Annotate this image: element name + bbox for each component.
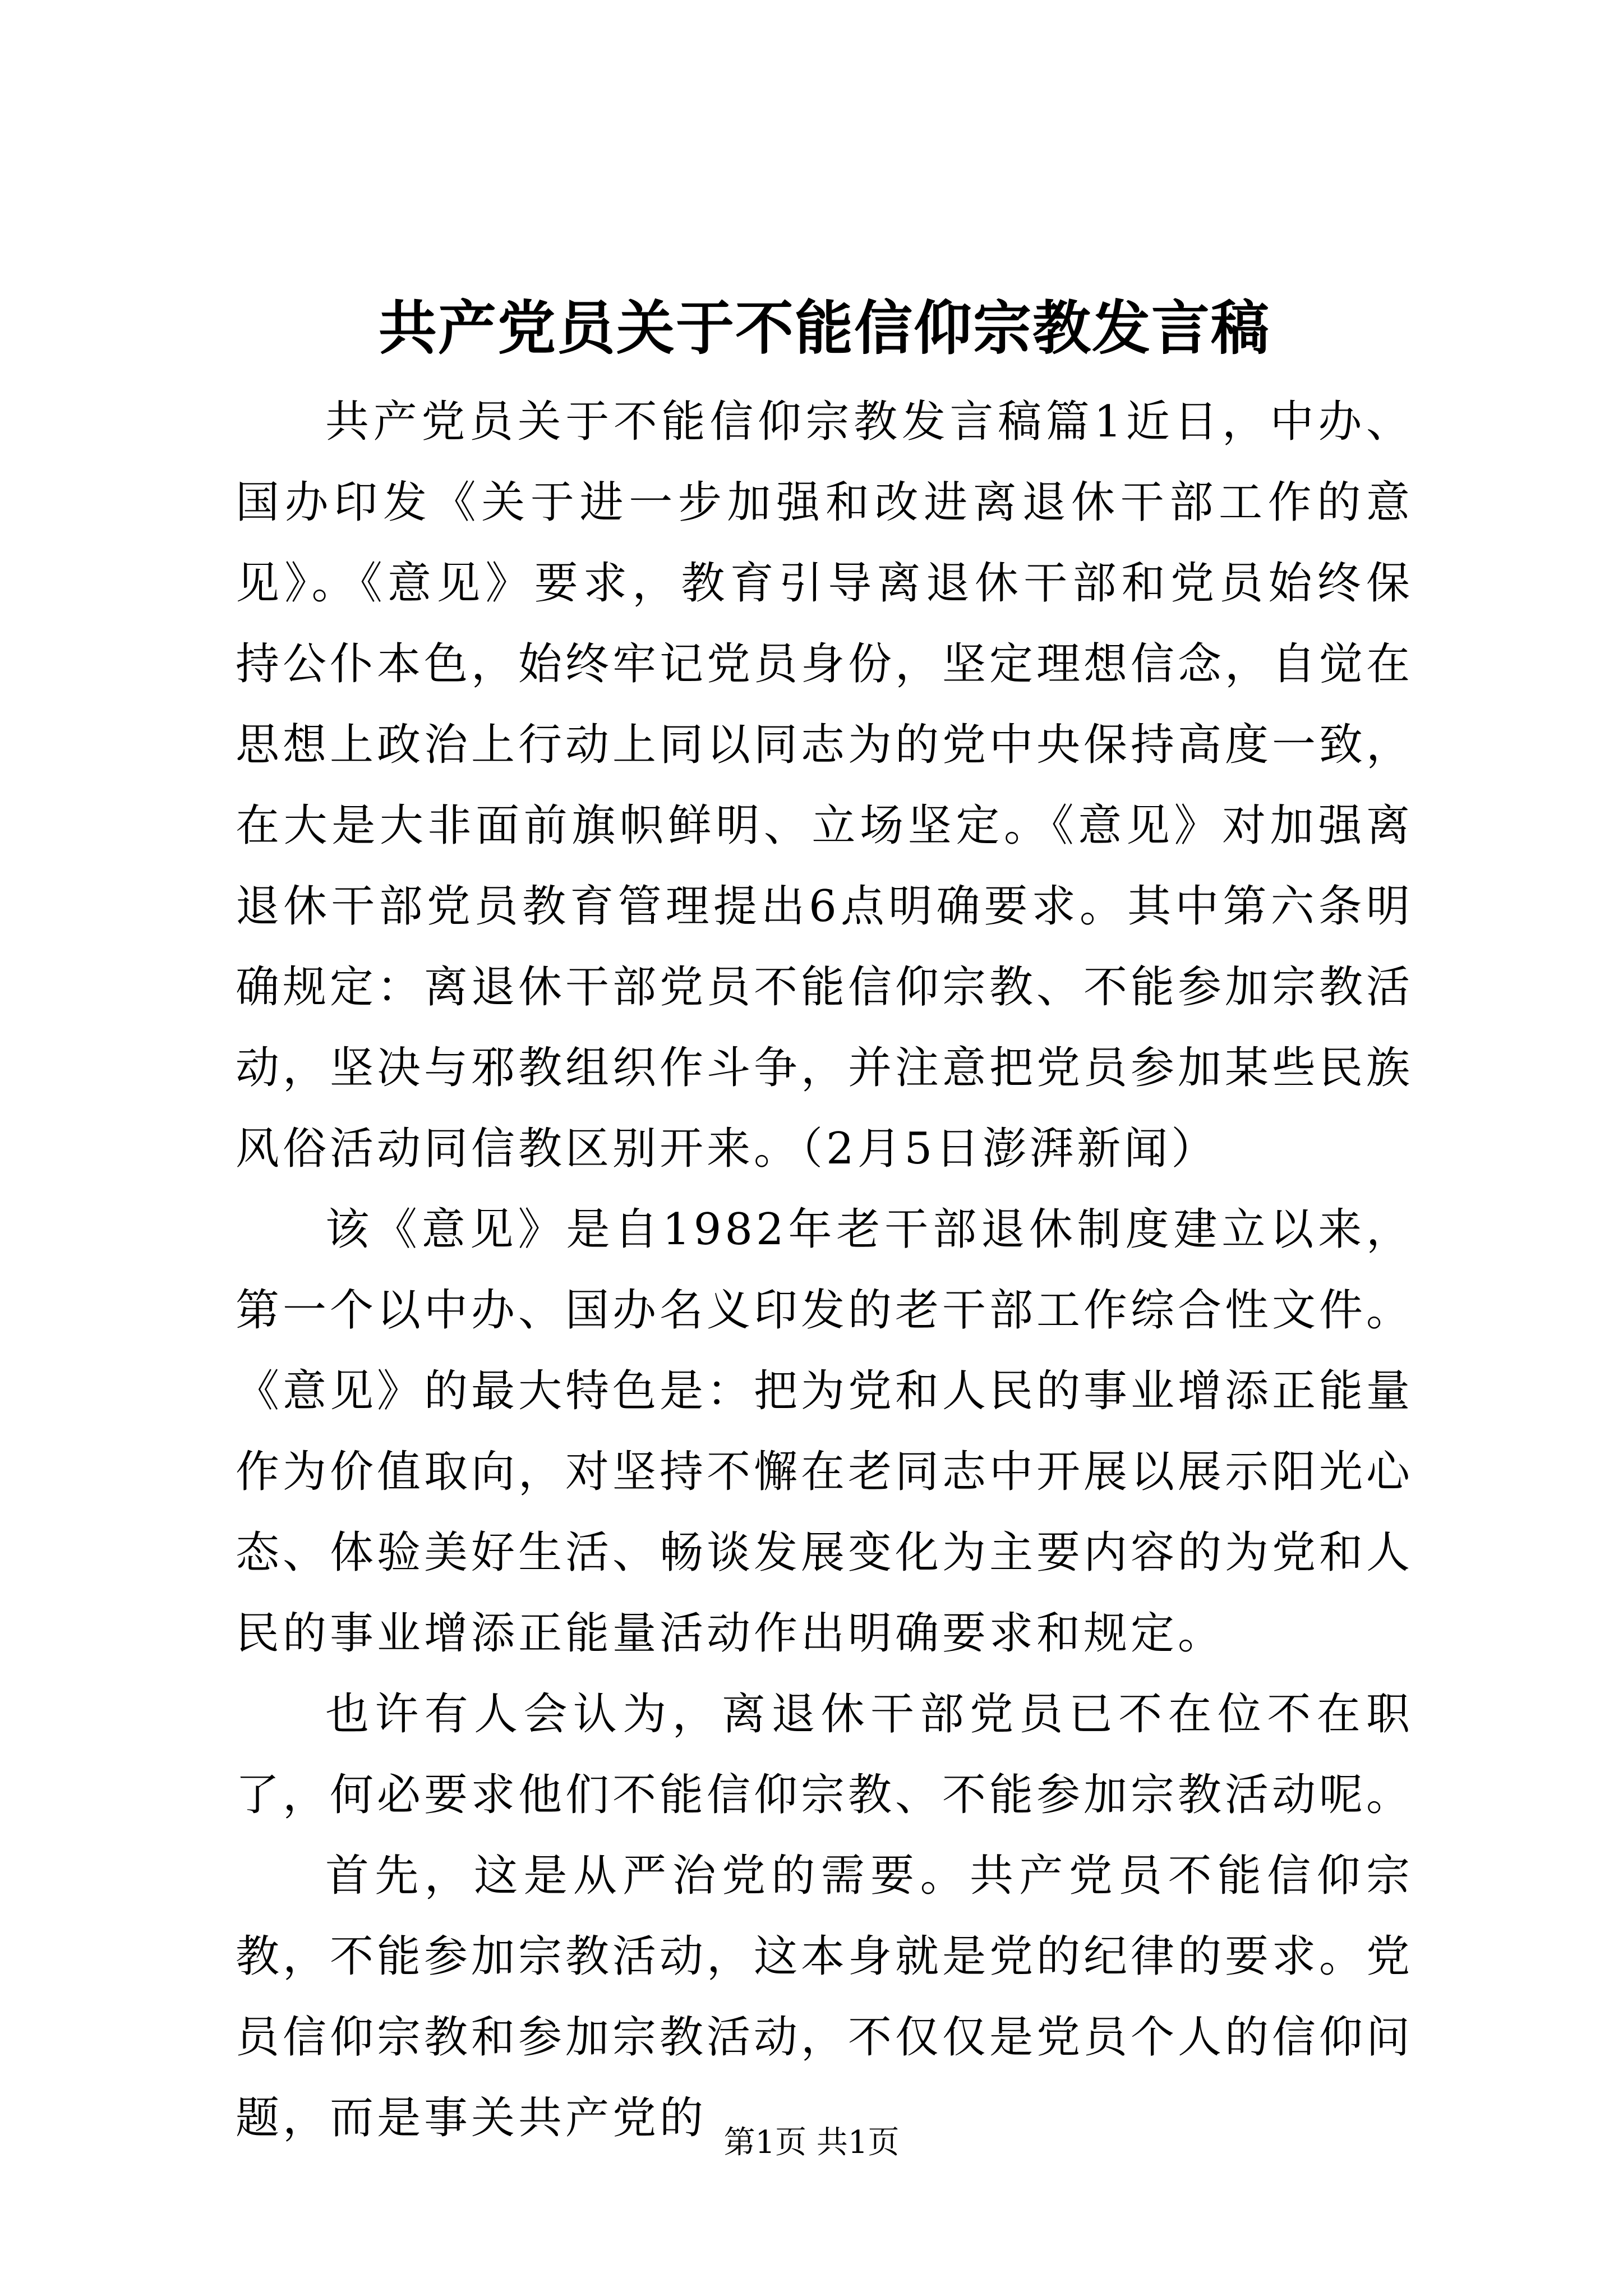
paragraph-3: 也许有人会认为，离退休干部党员已不在位不在职了，何必要求他们不能信仰宗教、不能参加宗教活动呢。 — [236, 1689, 1414, 1820]
paragraph-1: 共产党员关于不能信仰宗教发言稿篇1近日，中办、国办印发《关于进一步加强和改进离退休干部工作的意见》。《意见》要求，教育引导离退休干部和党员始终保持公仆本色，始终牢记党员身份，坚定理想信念，自觉在思想上政治上行动上同以同志为的党中央保持高度一致，在大是大非面前旗帜鲜明、立场坚定。《意见》对加强离退休干部党员教育管理提出6点明确要求。其中第六条明确规定：离退休干部党员不能信仰宗教、不能参加宗教活动，坚决与邪教组织作斗争，并注意把党员参加某些民族风俗活动同信教区别开来。（2月5日澎湃新闻） — [236, 397, 1414, 1174]
document-title: 共产党员关于不能信仰宗教发言稿 — [378, 293, 1270, 362]
page-footer: 第1页 共1页 — [723, 2124, 900, 2161]
paragraph-4: 首先，这是从严治党的需要。共产党员不能信仰宗教，不能参加宗教活动，这本身就是党的纪律的要求。党员信仰宗教和参加宗教活动，不仅仅是党员个人的信仰问题，而是事关共产党的 — [236, 1851, 1414, 2143]
paragraph-2: 该《意见》是自1982年老干部退休制度建立以来，第一个以中办、国办名义印发的老干部工作综合性文件。《意见》的最大特色是：把为党和人民的事业增添正能量作为价值取向，对坚持不懈在老同志中开展以展示阳光心态、体验美好生活、畅谈发展变化为主要内容的为党和人民的事业增添正能量活动作出明确要求和规定。 — [236, 1204, 1414, 1659]
document-body — [236, 381, 1413, 2159]
